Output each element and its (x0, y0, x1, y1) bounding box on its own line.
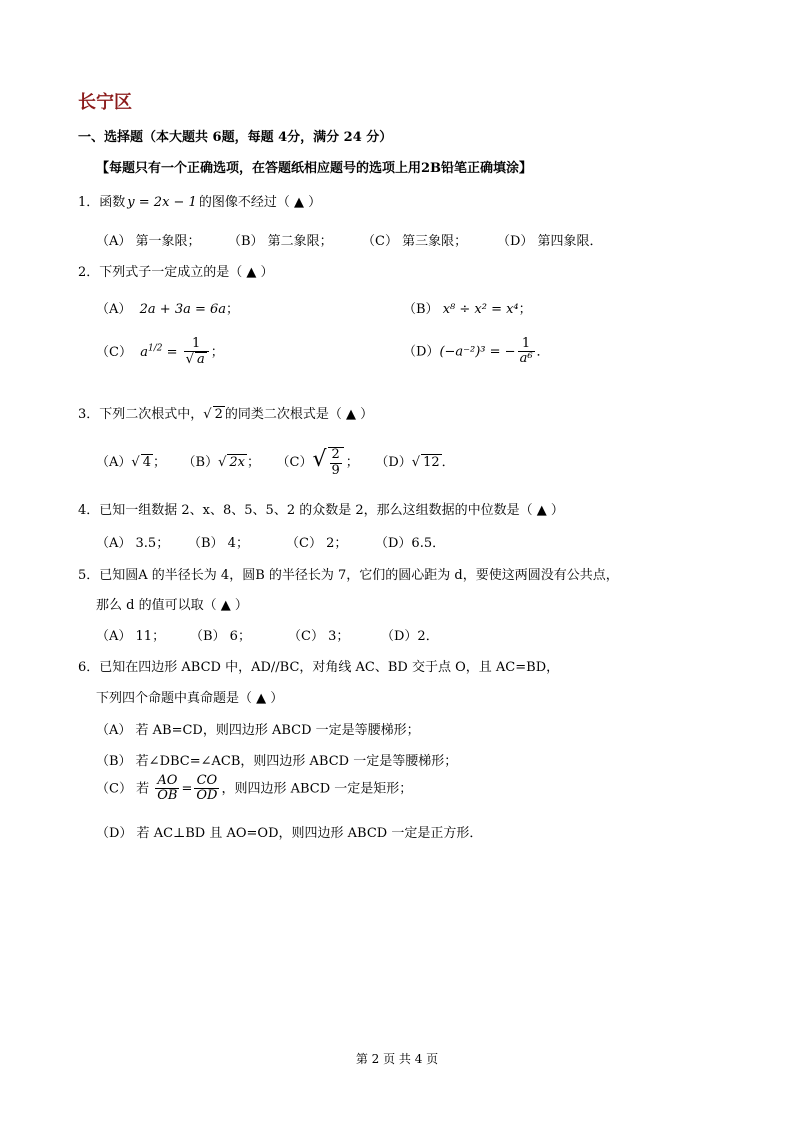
region-title: 长宁区 (78, 92, 132, 113)
q1-option-d: （D） 第四象限． (497, 234, 603, 249)
q3-b-label: （B） (182, 455, 219, 470)
q6-option-c (96, 774, 412, 804)
q2-b-end: ； (518, 302, 532, 317)
q5-option-a: （A） 11； (96, 629, 166, 644)
q6-c-num-2: CO (194, 774, 219, 789)
q2-c-exponent: 1/2 (147, 343, 163, 354)
q3-a-end: ； (152, 455, 166, 470)
q3-d-radicand: 12 (423, 455, 440, 470)
q5-text-line2: 那么 d 的值可以取（ ▲ ） (96, 598, 248, 613)
q4-option-c: （C） 2； (286, 536, 348, 551)
q3-a-radicand: 4 (142, 455, 151, 470)
q2-d-fraction (518, 337, 535, 367)
q1-number: 1． (78, 195, 100, 210)
q3-d-end: ． (441, 455, 455, 470)
section-heading: 一、选择题（本大题共 6题，每题 4分，满分 24 分） (78, 130, 393, 145)
q3-b-radicand: 2x (229, 455, 245, 470)
q2-a-math: 2a + 3a = 6a (139, 302, 227, 317)
q6-c-eq: = (181, 781, 193, 797)
q2-c-den: a (196, 352, 205, 368)
q2-b-label: （B） (403, 302, 439, 317)
section-instruction: 【每题只有一个正确选项，在答题纸相应题号的选项上用2B铅笔正确填涂】 (96, 161, 533, 176)
q2-d-den: a⁶ (519, 351, 533, 367)
q2-d-lhs: (−a⁻²)³ = − (439, 344, 516, 360)
q6-c-label: （C） 若 (96, 781, 150, 797)
q6-option-a: （A） 若 AB=CD，则四边形 ABCD 一定是等腰梯形； (96, 723, 420, 738)
q4-number: 4． (78, 503, 100, 518)
q2-text: 下列式子一定成立的是（ ▲ ） (99, 265, 274, 280)
q6-c-fraction-1 (155, 774, 179, 804)
q3-number: 3． (78, 407, 100, 422)
q6-c-num-1: AO (155, 774, 179, 789)
q5-number: 5． (78, 568, 100, 583)
q3-a-label: （A） (96, 455, 132, 470)
question-1 (78, 191, 321, 210)
q2-b-math: x⁸ ÷ x² = x⁴ (442, 302, 519, 317)
q1-option-c: （C） 第三象限； (362, 234, 468, 249)
q3-options: （A）√ 4 ； （B）√ 2x ； （C）√ $\frac{2}{9}$ ； （D）√ 12 ． (96, 447, 455, 478)
question-3: 3．下列二次根式中，√ 2 的同类二次根式是（ ▲ ） (78, 407, 374, 422)
q2-c-eq: = (166, 344, 178, 360)
q2-d-end: ． (536, 344, 550, 360)
q2-number: 2． (78, 265, 100, 280)
question-2 (78, 261, 274, 280)
q5-option-b: （B） 6； (190, 629, 251, 644)
q2-d-label: （D） (403, 344, 440, 360)
q2-c-base: a (140, 344, 148, 360)
question-6 (78, 656, 559, 675)
q3-radicand: 2 (214, 407, 223, 422)
q2-c-den-wrap: √ a (185, 352, 205, 368)
q5-text: 已知圆A 的半径长为 4，圆B 的半径长为 7，它们的圆心距为 d，要使这两圆没有公共点， (99, 568, 619, 583)
q2-option-a (96, 298, 239, 317)
q2-c-fraction (184, 337, 209, 368)
q6-number: 6． (78, 660, 100, 675)
q3-c-fraction (328, 447, 344, 478)
page-footer: 第 2 页 共 4 页 (355, 1052, 439, 1066)
q6-option-d: （D） 若 AC⊥BD 且 AO=OD，则四边形 ABCD 一定是正方形． (96, 826, 483, 841)
q4-option-a: （A） 3.5； (96, 536, 170, 551)
q6-c-post: ，则四边形 ABCD 一定是矩形； (221, 781, 413, 797)
q2-c-num: 1 (184, 337, 209, 352)
q4-option-b: （B） 4； (188, 536, 249, 551)
question-4 (78, 499, 564, 518)
q1-pre: 函数 (99, 195, 126, 210)
q3-c-den: 9 (331, 462, 340, 478)
q3-c-label: （C） (276, 455, 313, 470)
q3-pre: 下列二次根式中， (99, 407, 204, 422)
q2-option-c (96, 337, 224, 368)
q5-option-c: （C） 3； (288, 629, 350, 644)
q6-option-b: （B） 若∠DBC=∠ACB，则四边形 ABCD 一定是等腰梯形； (96, 754, 458, 769)
q1-math: y = 2x − 1 (127, 195, 197, 210)
question-5 (78, 564, 619, 583)
q1-option-b: （B） 第二象限； (228, 234, 333, 249)
q3-d-label: （D） (375, 455, 412, 470)
q2-d-num: 1 (518, 337, 535, 352)
q3-post: 的同类二次根式是（ ▲ ） (224, 407, 374, 422)
q3-c-num: 2 (331, 447, 340, 463)
q5-option-d: （D）2． (381, 629, 439, 644)
q4-option-d: （D）6.5． (375, 536, 446, 551)
q1-post: 的图像不经过（ ▲ ） (198, 195, 322, 210)
q2-a-label: （A） (96, 302, 132, 317)
q4-text: 已知一组数据 2、x、8、5、5、2 的众数是 2，那么这组数据的中位数是（ ▲ ） (99, 503, 564, 518)
q3-b-end: ； (246, 455, 260, 470)
q6-c-den-1: OB (157, 788, 178, 804)
q2-c-end: ； (210, 344, 224, 360)
q3-c-end: ； (345, 455, 359, 470)
q6-text: 已知在四边形 ABCD 中，AD//BC，对角线 AC、BD 交于点 O，且 AC=BD， (99, 660, 560, 675)
q2-option-d (403, 337, 550, 367)
q1-option-a: （A） 第一象限； (96, 234, 201, 249)
q6-text-line2: 下列四个命题中真命题是（ ▲ ） (96, 691, 284, 706)
q6-c-fraction-2 (194, 774, 219, 804)
q2-c-label: （C） (96, 344, 132, 360)
q2-option-b (403, 298, 532, 317)
q6-c-den-2: OD (196, 788, 218, 804)
q2-a-end: ； (226, 302, 240, 317)
